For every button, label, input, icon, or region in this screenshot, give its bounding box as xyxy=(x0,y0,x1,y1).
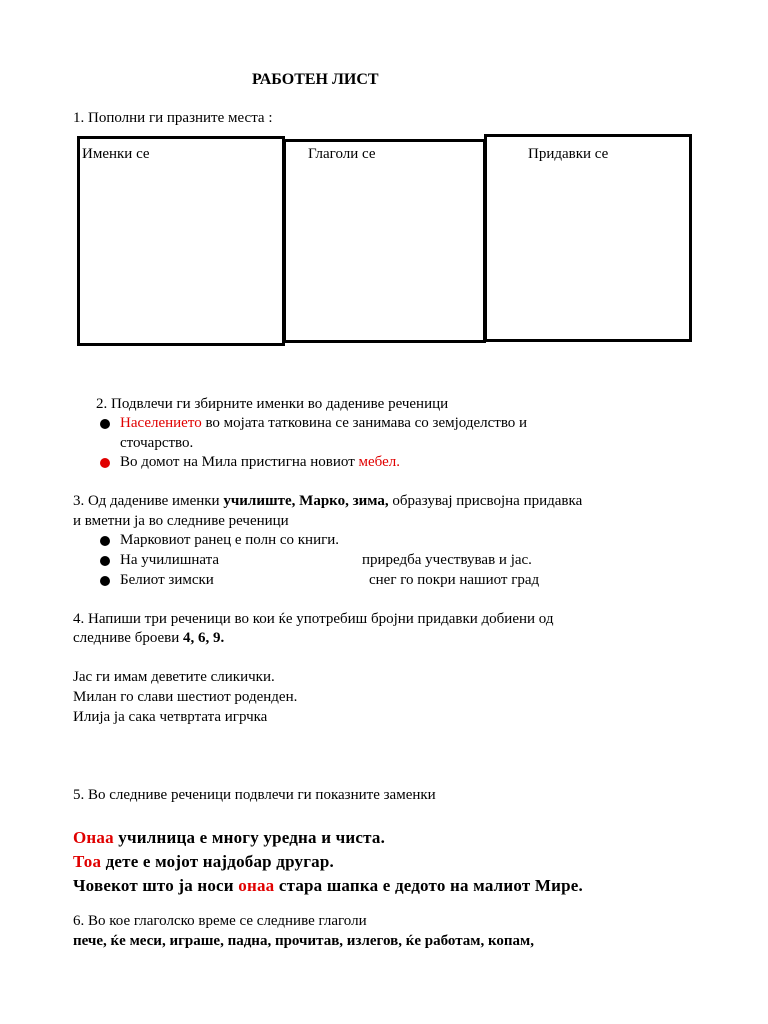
q4-answer-2: Милан го слави шестиот роденден. xyxy=(73,689,298,705)
q5-sentence-3 xyxy=(73,874,583,898)
q3-prompt-line-2: и вметни ја во следниве реченици xyxy=(73,513,289,529)
q2-sentence-1-line-2: сточарство. xyxy=(120,435,194,451)
q4-numbers: 4, 6, 9. xyxy=(183,630,225,646)
q6-verbs: пече, ќе меси, играше, падна, прочитав, излегов, ќе работам, копам, xyxy=(73,933,535,949)
q6-prompt: 6. Во кое глаголско време се следниве глаголи xyxy=(73,913,367,929)
q5-sentence-2 xyxy=(73,850,334,874)
q5-prompt: 5. Во следниве реченици подвлечи ги показните заменки xyxy=(73,787,436,803)
q4-answer-3: Илија ја сака четвртата игрчка xyxy=(73,709,268,725)
demonstrative-pronoun-highlight: Онаа xyxy=(73,828,114,847)
q4-prompt-line-1: 4. Напиши три реченици во кои ќе употребиш бројни придавки добиени од xyxy=(73,611,554,627)
q5-sentence-3-b: стара шапка е дедото на малиот Мире. xyxy=(274,876,583,895)
collective-noun-highlight: Населението xyxy=(120,415,202,431)
verbs-box[interactable] xyxy=(283,139,486,343)
nouns-box[interactable] xyxy=(77,136,285,346)
q2-prompt: 2. Подвлечи ги збирните именки во дадениве реченици xyxy=(96,396,449,412)
q5-sentence-1 xyxy=(73,826,385,850)
q4-prompt-line-2 xyxy=(73,629,224,648)
collective-noun-highlight: мебел. xyxy=(358,454,401,470)
q3-prompt-text-2: образувај присвојна придавка xyxy=(388,493,583,509)
page-title: РАБОТЕН ЛИСТ xyxy=(252,71,379,88)
q3-prompt-line-1 xyxy=(73,492,582,511)
adjectives-box-label: Придавки се xyxy=(528,146,609,162)
nouns-box-label: Именки се xyxy=(82,146,150,162)
q2-sentence-1 xyxy=(120,414,527,433)
bullet-icon xyxy=(100,576,110,586)
demonstrative-pronoun-highlight: онаа xyxy=(238,876,275,895)
q2-sentence-1-rest: во мојата татковина се занимава со земјоделство и xyxy=(201,415,528,431)
bullet-icon xyxy=(100,536,110,546)
demonstrative-pronoun-highlight: Тоа xyxy=(73,852,102,871)
q3-sentence-1: Марковиот ранец е полн со книги. xyxy=(120,532,340,548)
q3-nouns: училиште, Марко, зима, xyxy=(223,493,389,509)
bullet-red-icon xyxy=(100,458,110,468)
q5-sentence-2-rest: дете е мојот најдобар другар. xyxy=(101,852,334,871)
q4-answer-1: Јас ги имам деветите сликички. xyxy=(73,669,275,685)
q3-sentence-2-b: приредба учествував и јас. xyxy=(362,552,532,568)
q3-sentence-3-b: снег го покри нашиот град xyxy=(369,572,540,588)
bullet-icon xyxy=(100,556,110,566)
adjectives-box[interactable] xyxy=(484,134,692,342)
verbs-box-label: Глаголи се xyxy=(308,146,376,162)
q4-prompt-text: следниве броеви xyxy=(73,630,184,646)
bullet-icon xyxy=(100,419,110,429)
q3-prompt-text: 3. Од дадениве именки xyxy=(73,493,224,509)
q5-sentence-3-a: Човекот што ја носи xyxy=(73,876,239,895)
q3-sentence-3-a: Белиот зимски xyxy=(120,572,214,588)
q5-sentence-1-rest: училница е многу уредна и чиста. xyxy=(113,828,386,847)
q1-prompt: 1. Пополни ги празните места : xyxy=(73,110,273,126)
q2-sentence-2 xyxy=(120,453,400,472)
q2-sentence-2-text: Во домот на Мила пристигна новиот xyxy=(120,454,359,470)
q3-sentence-2-a: На училишната xyxy=(120,552,220,568)
